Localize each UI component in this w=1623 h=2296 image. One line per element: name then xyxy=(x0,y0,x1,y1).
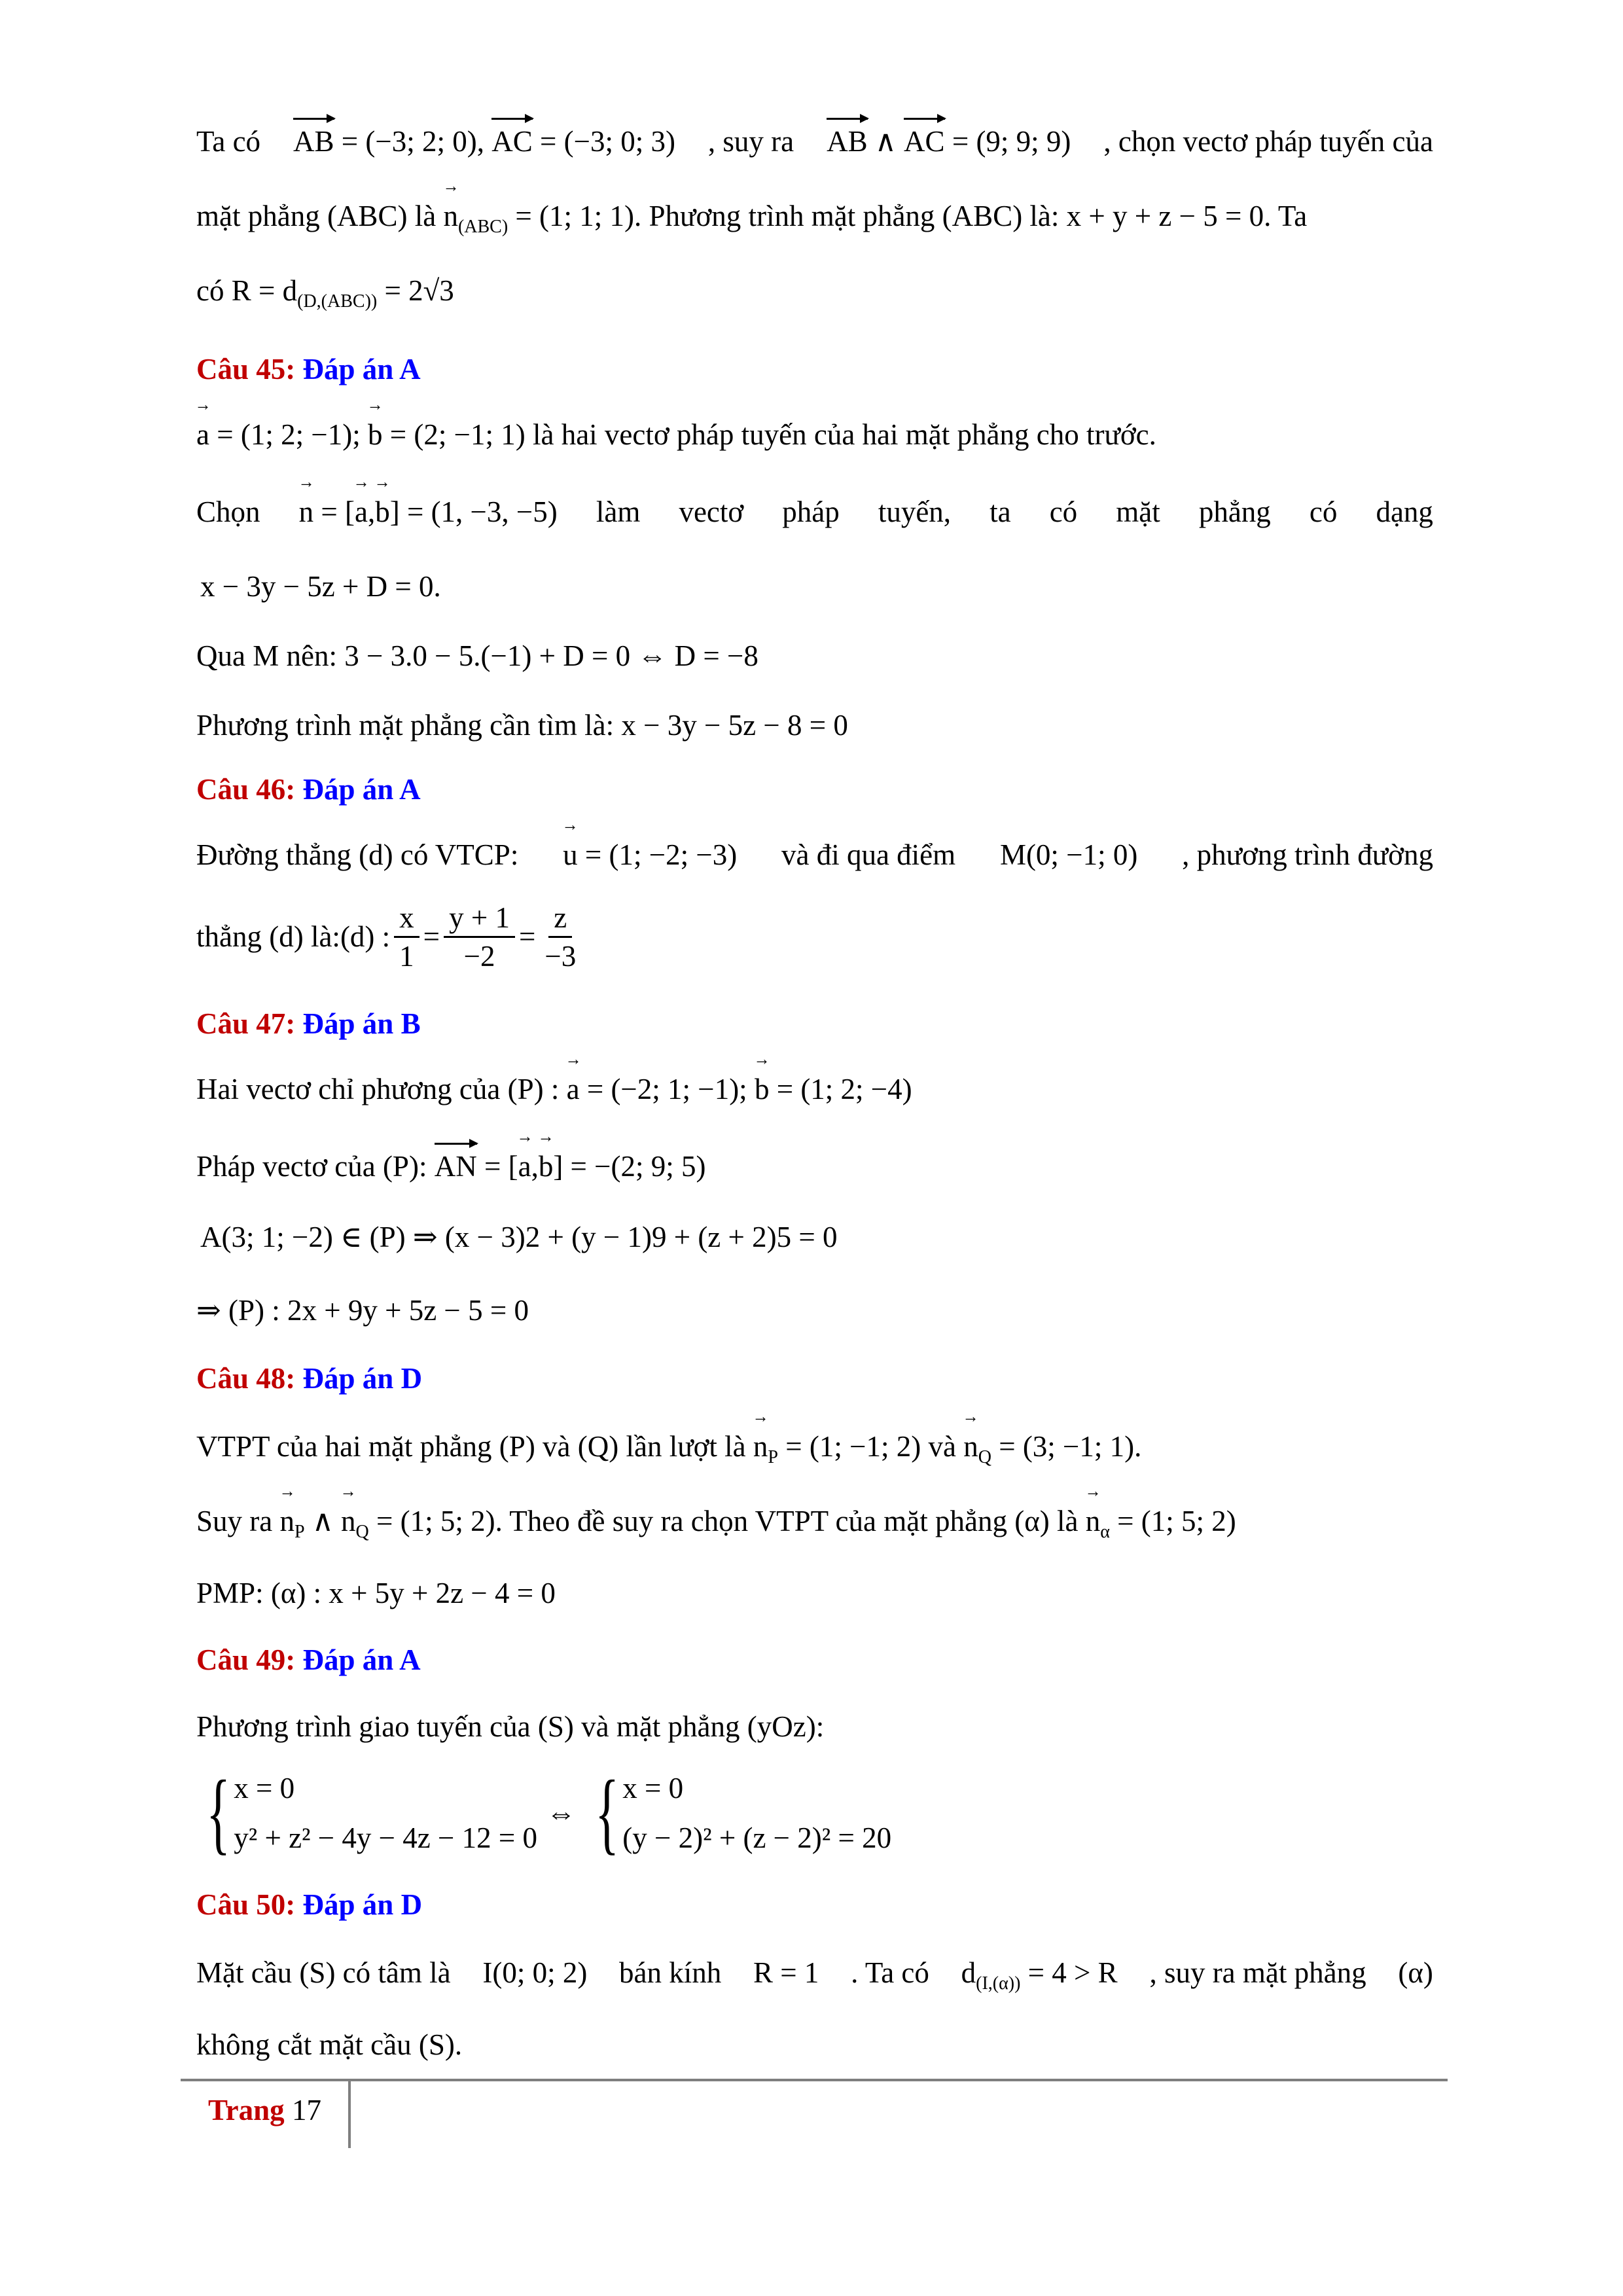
text-line: Mặt cầu (S) có tâm là I(0; 0; 2) bán kính R = 1 . Ta có $d_{(I,(\alpha))} = 4 > R$ , suy ra mặt phẳng (α) xyxy=(196,1956,1433,1994)
math-expression: → n = [→ a,→ b] = (1, −3, −5) xyxy=(299,492,558,531)
text-line: Phương trình mặt phẳng cần tìm là: x − 3y − 5z − 8 = 0 xyxy=(196,709,848,742)
question-heading: Câu 45: Đáp án A xyxy=(196,353,421,386)
page-number: Trang 17 xyxy=(208,2094,321,2126)
text-line: Ta có AB = (−3; 2; 0), AC = (−3; 0; 3) , suy ra AB ∧ AC = (9; 9; 9) , chọn vectơ pháp tuyến của xyxy=(196,122,1433,161)
text-line: Pháp vectơ của (P): AN = [→ a,→ b] = −(2; 9; 5) xyxy=(196,1147,1433,1186)
question-heading: Câu 46: Đáp án A xyxy=(196,773,421,806)
text-line: Qua M nên: 3 − 3.0 − 5.(−1) + D = 0 ⇔ D = −8 xyxy=(196,639,758,672)
question-heading: Câu 50: Đáp án D xyxy=(196,1888,423,1921)
text-line: Chọn → n = [→ a,→ b] = (1, −3, −5) làm vectơ pháp tuyến, ta có mặt phẳng có dạng xyxy=(196,492,1433,531)
text-line: → a = (1; 2; −1); → b = (2; −1; 1) là hai vectơ pháp tuyến của hai mặt phẳng cho trước. xyxy=(196,415,1433,454)
text-line: không cắt mặt cầu (S). xyxy=(196,2028,463,2061)
answer-key: Đáp án A xyxy=(302,773,421,806)
equation-system: { x = 0 y² + z² − 4y − 4z − 12 = 0 ⇔ { x = 0 (y − 2)² + (z − 2)² = 20 xyxy=(206,1762,892,1863)
answer-key: Đáp án D xyxy=(302,1888,423,1921)
text-line: PMP: (α) : x + 5y + 2z − 4 = 0 xyxy=(196,1577,556,1609)
text-line: có $R = d_{(D,(ABC))} = 2√3$ xyxy=(196,274,454,312)
answer-key: Đáp án D xyxy=(302,1362,423,1395)
question-heading: Câu 48: Đáp án D xyxy=(196,1362,423,1395)
text-line: thẳng (d) là: (d) : $\frac{x}{1}$ = $\frac{y + 1}{-2}$ = $\frac{z}{-3}$ xyxy=(196,894,1433,979)
answer-key: Đáp án A xyxy=(302,353,421,386)
fraction: $\frac{z}{-3}$ xyxy=(539,899,581,975)
math-expression: AB = (−3; 2; 0), AC = (−3; 0; 3) xyxy=(293,122,675,161)
math-line: x − 3y − 5z + D = 0. xyxy=(200,570,441,603)
math-expression: AB ∧ AC = (9; 9; 9) xyxy=(827,122,1071,161)
question-heading: Câu 49: Đáp án A xyxy=(196,1643,421,1676)
answer-key: Đáp án A xyxy=(302,1643,421,1676)
footer-divider-vertical xyxy=(348,2080,351,2148)
footer-divider xyxy=(181,2079,1448,2081)
text-line: Suy ra → $n_P$ ∧ → $n_Q = (1$; 5; 2). Theo đề suy ra chọn VTPT của mặt phẳng (α) là → $n_\alpha = (1$; 5; 2) xyxy=(196,1501,1433,1552)
fraction: $\frac{x}{1}$ xyxy=(394,899,419,975)
fraction: $\frac{y + 1}{-2}$ xyxy=(444,899,515,975)
math-line: ⇒ (P) : 2x + 9y + 5z − 5 = 0 xyxy=(196,1294,529,1327)
text-line: Phương trình giao tuyến của (S) và mặt phẳng (yOz): xyxy=(196,1710,825,1743)
answer-key: Đáp án B xyxy=(302,1007,421,1040)
text-line: VTPT của hai mặt phẳng (P) và (Q) lần lượt là → $n_P = (1$; −1; 2) và → $n_Q = (3$; −1; 1). xyxy=(196,1427,1433,1477)
text-line: Đường thẳng (d) có VTCP: → u = (1; −2; −3) và đi qua điểm M(0; −1; 0) , phương trình đường xyxy=(196,835,1433,874)
text-line: Hai vectơ chỉ phương của (P) : → a = (−2; 1; −1); → b = (1; 2; −4) xyxy=(196,1069,1433,1109)
question-heading: Câu 47: Đáp án B xyxy=(196,1007,421,1040)
text-line: mặt phẳng (ABC) là → $n_{(ABC)} = (1$; 1; 1). Phương trình mặt phẳng (ABC) là: x + y + z − 5 = 0. Ta xyxy=(196,196,1433,247)
math-line: A(3; 1; −2) ∈ (P) ⇒ (x − 3)2 + (y − 1)9 + (z + 2)5 = 0 xyxy=(200,1221,838,1253)
